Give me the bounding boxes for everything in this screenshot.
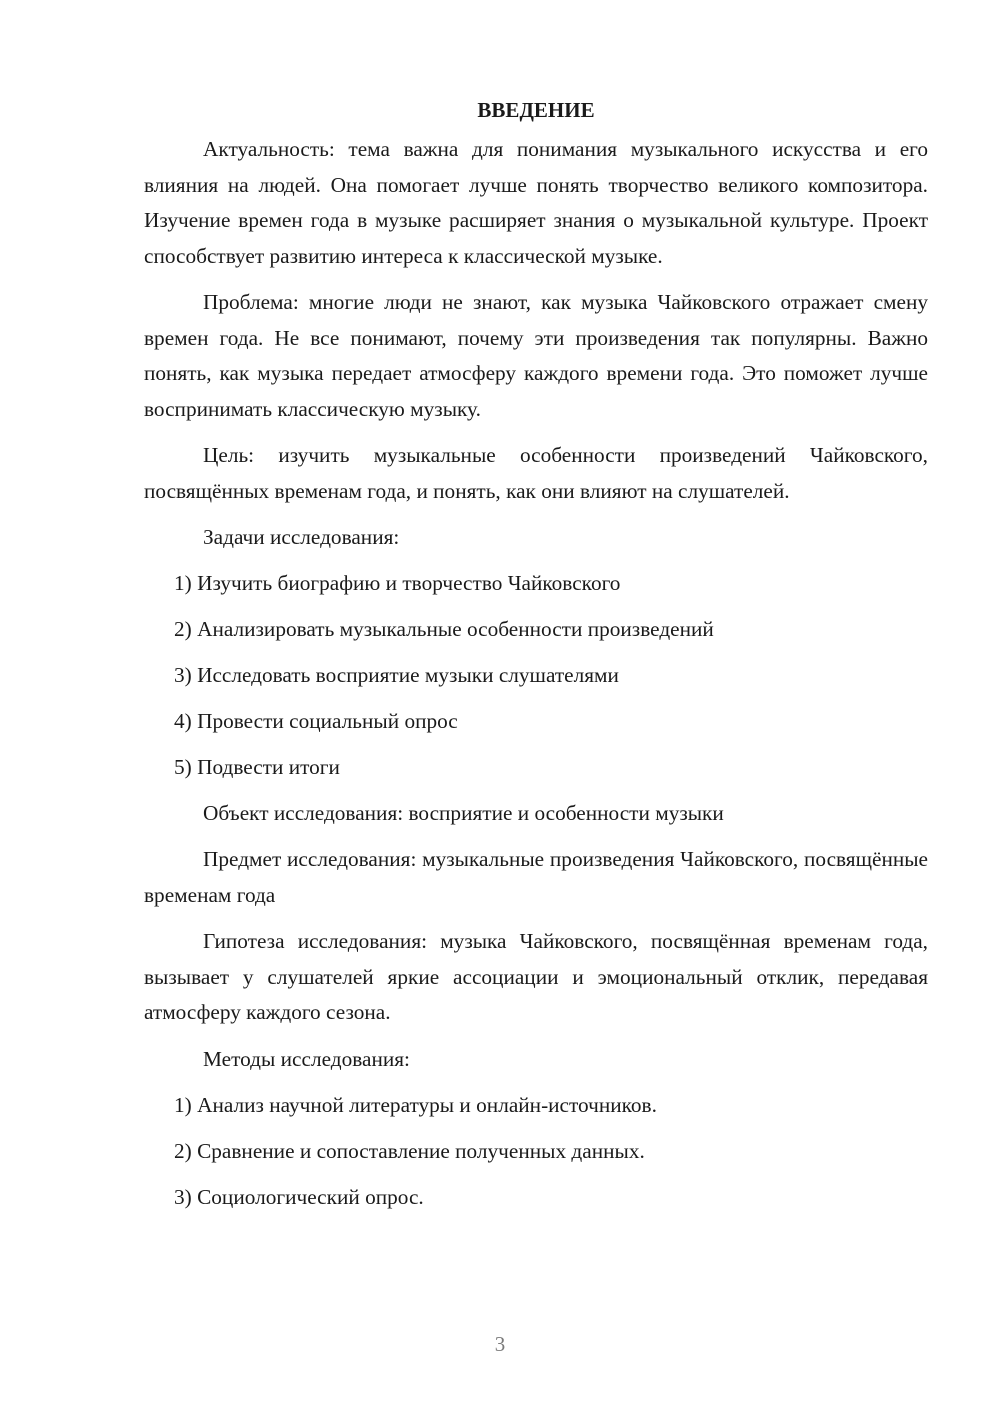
relevance-paragraph: Актуальность: тема важна для понимания музыкального искусства и его влияния на людей. Она помогает лучше понять творчество великого композитора. Изучение времен года в музыке расширяет знания о музыкальной культуре. Проект способствует развитию интереса к классической музыке. <box>144 137 928 268</box>
task-item: 4) Провести социальный опрос <box>174 709 458 733</box>
method-item: 3) Социологический опрос. <box>174 1184 424 1209</box>
task-item: 3) Исследовать восприятие музыки слушателями <box>174 663 619 687</box>
methods-title: Методы исследования: <box>203 1046 410 1071</box>
document-page <box>144 96 928 1226</box>
method-item: 1) Анализ научной литературы и онлайн-источников. <box>174 1092 657 1117</box>
task-item: 1) Изучить биографию и творчество Чайковского <box>174 571 621 595</box>
hypothesis-paragraph: Гипотеза исследования: музыка Чайковского, посвящённая временам года, вызывает у слушателей яркие ассоциации и эмоциональный отклик, передавая атмосферу каждого сезона. <box>144 929 928 1024</box>
section-heading: ВВЕДЕНИЕ <box>477 98 595 122</box>
object-line: Объект исследования: восприятие и особенности музыки <box>203 801 724 825</box>
page-number: 3 <box>494 1332 506 1356</box>
tasks-title: Задачи исследования: <box>203 525 400 549</box>
method-item: 2) Сравнение и сопоставление полученных данных. <box>174 1138 645 1163</box>
problem-paragraph: Проблема: многие люди не знают, как музыка Чайковского отражает смену времен года. Не все понимают, почему эти произведения так популярны. Важно понять, как музыка передает атмосферу каждого времени года. Это поможет лучше воспринимать классическую музыку. <box>144 290 928 421</box>
goal-paragraph: Цель: изучить музыкальные особенности произведений Чайковского, посвящённых временам года, и понять, как они влияют на слушателей. <box>144 443 928 503</box>
task-item: 5) Подвести итоги <box>174 755 340 779</box>
task-item: 2) Анализировать музыкальные особенности произведений <box>174 617 714 641</box>
subject-paragraph: Предмет исследования: музыкальные произведения Чайковского, посвящённые временам года <box>144 847 928 907</box>
